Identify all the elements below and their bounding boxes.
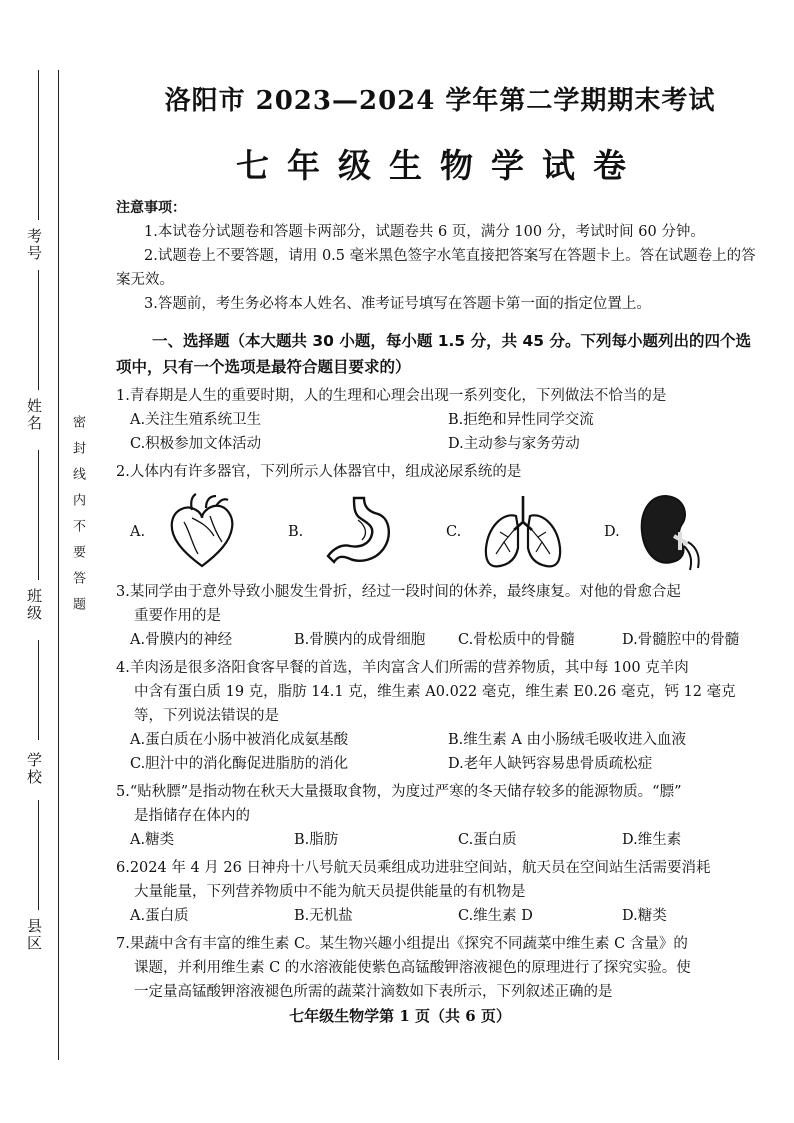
option-d: D.骨髓腔中的骨髓 xyxy=(622,632,740,648)
question-stem-continued: 重要作用的是 xyxy=(134,608,221,624)
option-d: D.维生素 xyxy=(622,832,682,848)
class-blank xyxy=(38,640,39,740)
heart-icon xyxy=(162,492,242,572)
exam-content xyxy=(116,196,766,1004)
options xyxy=(116,828,766,852)
options xyxy=(116,728,766,776)
question-5 xyxy=(116,780,766,852)
question-3 xyxy=(116,580,766,652)
option-c xyxy=(446,492,604,572)
option-a-label: A. xyxy=(130,524,146,540)
option-a: A.蛋白质在小肠中被消化成氨基酸 xyxy=(130,732,349,748)
question-stem-continued: 是指储存在体内的 xyxy=(134,808,250,824)
question-stem: 5.“贴秋膘”是指动物在秋天大量摄取食物，为度过严寒的冬天储存较多的能源物质。“膘” xyxy=(116,784,682,800)
question-stem: 3.某同学由于意外导致小腿发生骨折，经过一段时间的休养，最终康复。对他的骨愈合起 xyxy=(116,584,681,600)
options xyxy=(116,628,766,652)
question-stem-continued: 大量能量，下列营养物质中不能为航天员提供能量的有机物是 xyxy=(134,884,526,900)
exam-number-blank xyxy=(38,70,39,220)
name-blank xyxy=(38,450,39,580)
option-d xyxy=(604,492,762,572)
options xyxy=(116,408,766,456)
note-item: 2.试题卷上不要答题，请用 0.5 毫米黑色签字水笔直接把答案写在答题卡上。答在试题卷上的答案无效。 xyxy=(116,248,756,288)
binding-line xyxy=(58,70,59,1060)
option-a: A.关注生殖系统卫生 xyxy=(130,412,262,428)
figure-options xyxy=(130,488,766,576)
field-class-label: 班级 xyxy=(25,588,43,622)
option-d: D.糖类 xyxy=(622,908,667,924)
options xyxy=(116,904,766,928)
exam-title: 洛阳市 2023—2024 学年第二学期期末考试 xyxy=(164,86,716,116)
option-c: C.蛋白质 xyxy=(458,832,517,848)
option-a: A.糖类 xyxy=(130,832,175,848)
section-heading: 一、选择题（本大题共 30 小题，每小题 1.5 分，共 45 分。下列每小题列出的四个选项中，只有一个选项是最符合题目要求的） xyxy=(116,332,751,376)
option-c-label: C. xyxy=(446,524,462,540)
page-footer: 七年级生物学第 1 页（共 6 页） xyxy=(289,1007,511,1025)
field-school-label: 学校 xyxy=(25,752,43,786)
option-b: B.脂肪 xyxy=(294,832,339,848)
field-name-label: 姓名 xyxy=(25,398,43,432)
seal-line-note: 密封线内不要答题 xyxy=(70,415,85,623)
question-stem: 6.2024 年 4 月 26 日神舟十八号航天员乘组成功进驻空间站，航天员在空间站生活需要消耗 xyxy=(116,860,711,876)
stomach-icon xyxy=(320,492,400,572)
exam-subtitle: 七年级生物学试卷 xyxy=(236,146,644,185)
option-d: D.老年人缺钙容易患骨质疏松症 xyxy=(448,756,653,772)
option-b: B.无机盐 xyxy=(294,908,353,924)
option-c: C.胆汁中的消化酶促进脂肪的消化 xyxy=(130,756,349,772)
option-b: B.维生素 A 由小肠绒毛吸收进入血液 xyxy=(448,732,686,748)
option-a: A.骨膜内的神经 xyxy=(130,632,233,648)
option-a xyxy=(130,492,288,572)
note-item: 1.本试卷分试题卷和答题卡两部分，试题卷共 6 页，满分 100 分，考试时间 60 分钟。 xyxy=(144,224,705,240)
note-item: 3.答题前，考生务必将本人姓名、准考证号填写在答题卡第一面的指定位置上。 xyxy=(144,296,651,312)
kidney-icon xyxy=(636,492,706,572)
question-stem-continued: 中含有蛋白质 19 克，脂肪 14.1 克，维生素 A0.022 毫克，维生素 E0.26 毫克，钙 12 毫克 xyxy=(134,684,736,700)
notes-title: 注意事项： xyxy=(116,200,186,216)
exam-number-blank-2 xyxy=(38,270,39,390)
option-c: C.骨松质中的骨髓 xyxy=(458,632,575,648)
question-1 xyxy=(116,384,766,456)
question-stem-continued: 课题，并利用维生素 C 的水溶液能使紫色高锰酸钾溶液褪色的原理进行了探究实验。使 xyxy=(134,960,691,976)
field-district-label: 县区 xyxy=(25,918,43,952)
question-stem: 4.羊肉汤是很多洛阳食客早餐的首选，羊肉富含人们所需的营养物质，其中每 100 克羊肉 xyxy=(116,660,689,676)
question-stem-continued: 等，下列说法错误的是 xyxy=(134,708,279,724)
option-a: A.蛋白质 xyxy=(130,908,189,924)
question-stem: 1.青春期是人生的重要时期，人的生理和心理会出现一系列变化，下列做法不恰当的是 xyxy=(116,388,667,404)
question-7 xyxy=(116,932,766,1004)
school-blank xyxy=(38,800,39,910)
question-stem: 2.人体内有许多器官，下列所示人体器官中，组成泌尿系统的是 xyxy=(116,464,522,480)
option-d-label: D. xyxy=(604,524,620,540)
question-stem: 7.果蔬中含有丰富的维生素 C。某生物兴趣小组提出《探究不同蔬菜中维生素 C 含量》的 xyxy=(116,936,688,952)
field-exam-number-label: 考号 xyxy=(25,228,43,262)
option-c: C.积极参加文体活动 xyxy=(130,436,262,452)
option-b xyxy=(288,492,446,572)
option-b-label: B. xyxy=(288,524,304,540)
question-4 xyxy=(116,656,766,776)
lungs-icon xyxy=(478,492,568,572)
question-2 xyxy=(116,460,766,576)
option-b: B.拒绝和异性同学交流 xyxy=(448,412,594,428)
option-c: C.维生素 D xyxy=(458,908,533,924)
option-b: B.骨膜内的成骨细胞 xyxy=(294,632,426,648)
question-6 xyxy=(116,856,766,928)
question-stem-continued: 一定量高锰酸钾溶液褪色所需的蔬菜汁滴数如下表所示，下列叙述正确的是 xyxy=(134,984,613,1000)
option-d: D.主动参与家务劳动 xyxy=(448,436,580,452)
